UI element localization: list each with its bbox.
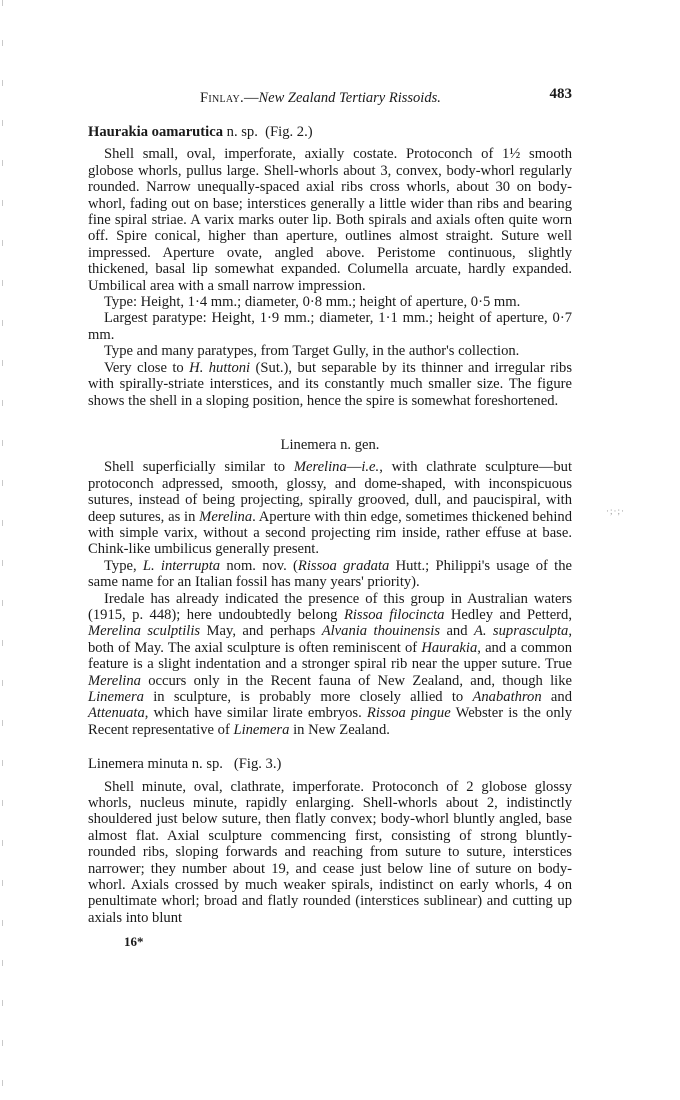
genus-type-designation: Type, L. interrupta nom. nov. (Rissoa gradata Hutt.; Philippi's usage of the same name for an Italian fossil has many years' priority). — [88, 557, 573, 591]
species-suffix: n. sp. — [188, 756, 223, 773]
paratype-measurements: Largest paratype: Height, 1·9 mm.; diameter, 1·1 mm.; height of aperture, 0·7 mm. — [88, 310, 572, 343]
header-author: Finlay. — [200, 90, 244, 106]
running-title — [200, 90, 441, 107]
genus-diagnosis: Shell superficially similar to Merelina—i.e., with clathrate sculpture—but protoconch adpressed, smooth, glossy, and dome-shaped, with inconspicuous sutures, instead of being projecting, spirally grooved, dull, and paucispiral, with deep sutures, as in Merelina. Aperture with thin edge, sometimes thickened behind with simple varix, without a second projecting rim inside, rather effuse at base. Chink-like umbilicus generally present. — [88, 459, 572, 558]
genus-name: Linemera — [280, 436, 337, 453]
genus-discussion: Iredale has already indicated the presence of this group in Australian waters (1915, p. 448); here undoubtedly belong Rissoa filocincta Hedley and Petterd, Merelina sculptilis May, and perhaps Alvania thouinensis and A. suprasculpta, both of May. The axial sculpture is often reminiscent of Haurakia, and a common feature is a slight indentation and a stronger spiral rib near the upper suture. True Merelina occurs only in the Recent fauna of New Zealand, and, though like Linemera in sculpture, is probably more closely allied to Anabathron and Attenuata, which have similar lirate embryos. Rissoa pingue Webster is the only Recent representative of Linemera in New Zealand. — [88, 590, 573, 738]
description-paragraph: Shell minute, oval, clathrate, imperforate. Protoconch of 2 globose glossy whorls, nucleus minute, rapidly enlarging. Shell-whorls about 2, indistinctly shouldered just below suture, then flatly convex; body-whorl bluntly angled, base almost flat. Axial sculpture commencing first, consisting of strong bluntly-rounded ribs, sloping forwards and reaching from suture to suture, interstices narrower; they number about 19, and cease just below line of suture on body-whorl. Axials crossed by much weaker spirals, indistinct on early whorls, 4 on penultimate whorl; broad and flatly rounded (interstices sublinear) and cutting up axials into blunt — [88, 778, 572, 926]
description-paragraph: Shell small, oval, imperforate, axially costate. Protoconch of 1½ smooth globose whorls, pullus large. Shell-whorls about 3, convex, body-whorl regularly rounded. Narrow unequally-spaced axial ribs cross whorls, about 30 on body-whorl, fading out on base; interstices generally a little wider than ribs and bearing fine spiral striae. A varix marks outer lip. Both spirals and axials often quite worn off. Spire conical, higher than aperture, outlines almost straight. Suture well impressed. Aperture ovate, angled above. Peristome continuous, slightly thickened, basal lip somewhat expanded. Columella arcuate, hardly expanded. Umbilical area with a small narrow impression. — [88, 146, 572, 294]
header-title: New Zealand Tertiary Rissoids. — [258, 90, 441, 106]
genus-heading-linemera — [88, 437, 572, 453]
type-measurements: Type: Height, 1·4 mm.; diameter, 0·8 mm.; height of aperture, 0·5 mm. — [104, 294, 521, 311]
species-citation: H. huttoni — [189, 359, 251, 376]
scan-margin-line — [2, 0, 3, 1100]
signature-mark: 16* — [124, 934, 144, 950]
species-suffix: n. sp. — [223, 124, 258, 140]
species-name: Linemera minuta — [88, 756, 189, 773]
species-heading-haurakia-oamarutica — [88, 124, 572, 140]
figure-reference: (Fig. 3.) — [233, 756, 282, 773]
type-locality: Type and many paratypes, from Target Gully, in the author's collection. — [104, 343, 520, 360]
genus-suffix: n. gen. — [336, 436, 380, 453]
species-heading-linemera-minuta — [88, 756, 572, 772]
remarks-paragraph: Very close to H. huttoni (Sut.), but separable by its thinner and irregular ribs with spirally-striate interstices, and its constantly much smaller size. The figure shows the shell in a sloping position, hence the spire is somewhat foreshortened. — [88, 359, 573, 409]
header-dash: — — [243, 90, 259, 106]
page-number: 483 — [549, 86, 572, 102]
page-body — [88, 124, 572, 951]
running-header — [88, 86, 572, 108]
margin-mark: ·;·;· — [606, 506, 625, 516]
figure-reference: (Fig. 2.) — [265, 124, 313, 140]
species-name: Haurakia oamarutica — [88, 124, 223, 140]
